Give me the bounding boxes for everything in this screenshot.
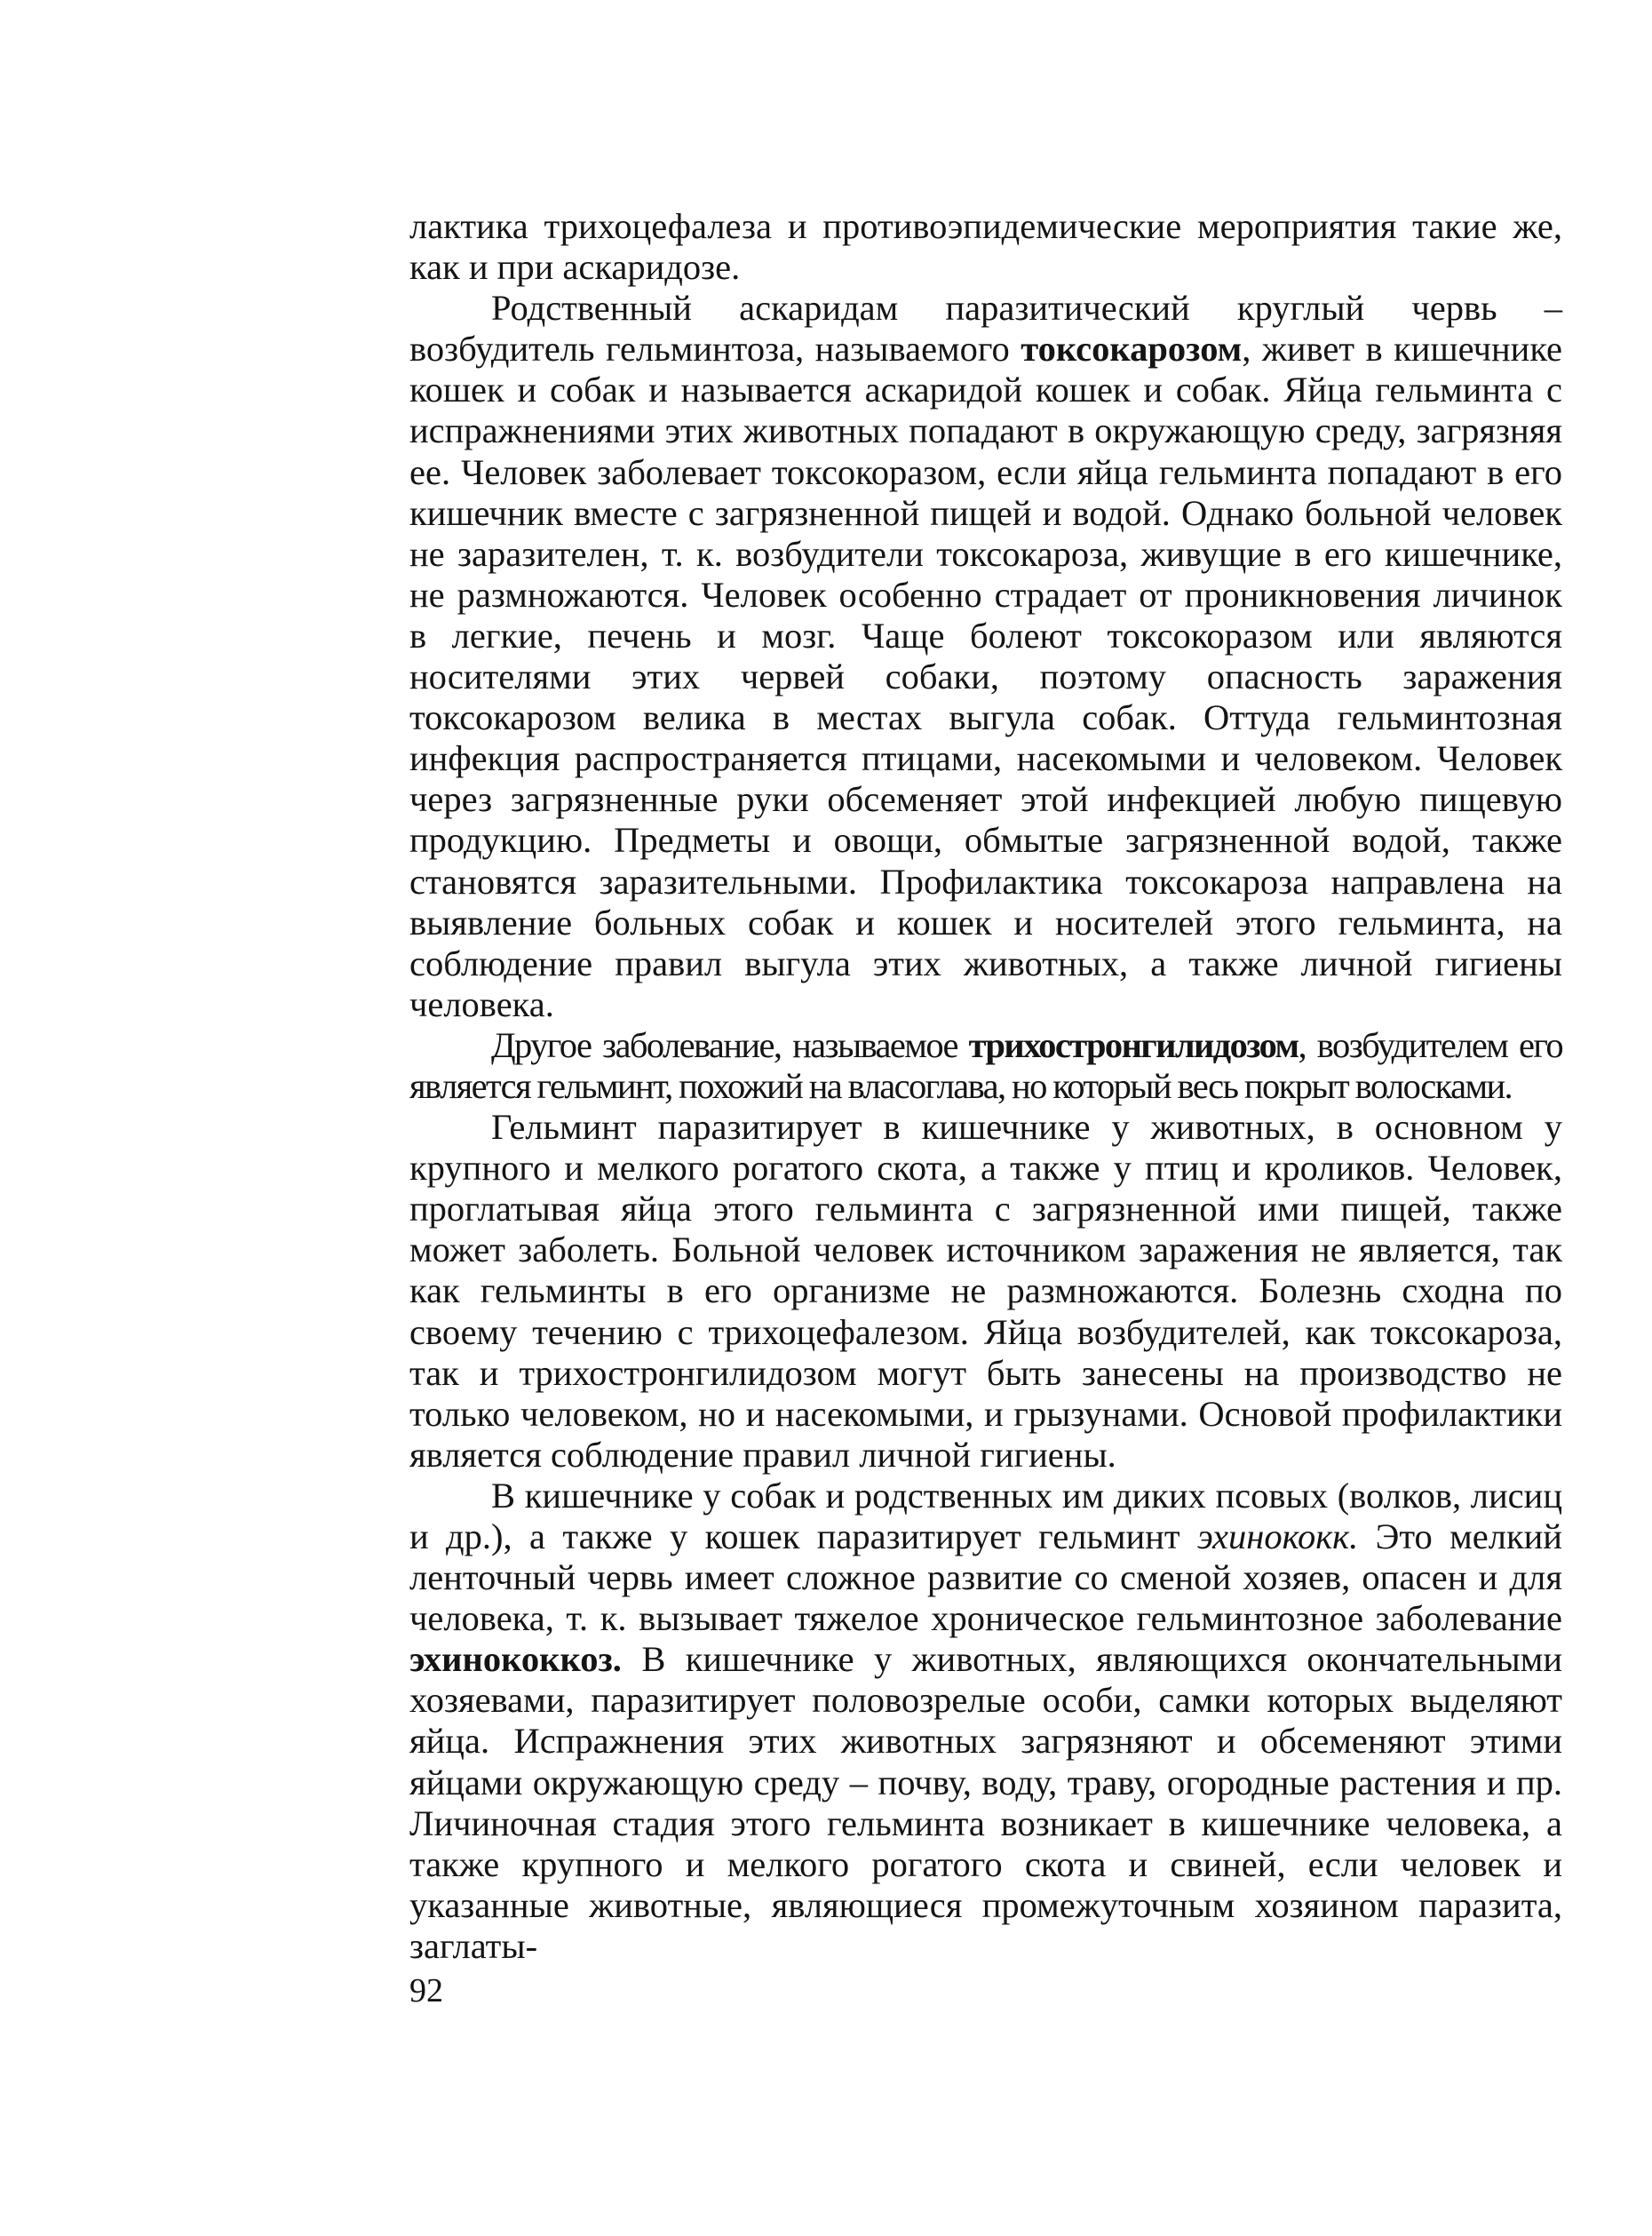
body-text xyxy=(409,206,1562,1967)
term-toxocariasis: токсокарозом xyxy=(1021,329,1243,370)
page-number: 92 xyxy=(409,1972,443,2009)
term-trichostrongyloidiasis: трихостронгилидозом xyxy=(968,1024,1299,1065)
term-echinococcus: эхинококк. xyxy=(1196,1516,1359,1556)
paragraph xyxy=(409,1476,1562,1967)
text-run: , живет в кишечнике кошек и собак и называется аскаридой кошек и собак. Яйца гельминта с испражнениями этих животных попадают в окружающую среду, загрязняя ее. Человек заболевает токсокоразом, если яйца гельминта попадают в его кишечник вместе с загрязненной пищей и водой. Однако больной человек не заразителен, т. к. возбудители токсокароза, живущие в его кишечнике, не размножаются. Человек особенно страдает от проникновения личинок в легкие, печень и мозг. Чаще болеют токсокоразом или являются носителями этих червей собаки, поэтому опасность заражения токсокарозом велика в местах выгула собак. Оттуда гельминтозная инфекция распространяется птицами, насекомыми и человеком. Человек через загрязненные руки обсеменяет этой инфекцией любую пищевую продукцию. Предметы и овощи, обмытые загрязненной водой, также становятся заразительными. Профилактика токсокароза направлена на выявление больных собак и кошек и носителей этого гельминта, на соблюдение правил выгула этих животных, а также личной гигиены человека. xyxy=(409,329,1562,1024)
paragraph xyxy=(409,1025,1562,1107)
paragraph xyxy=(409,206,1562,288)
text-run: Гельминт паразитирует в кишечнике у животных, в основном у крупного и мелкого рогатого скота, а также у птиц и кроликов. Человек, проглатывая яйца этого гельминта с загрязненной ими пищей, также может заболеть. Больной человек источником заражения не является, так как гельминты в его организме не размножаются. Болезнь сходна по своему течению с трихоцефалезом. Яйца возбудителей, как токсокароза, так и трихостронгилидозом могут быть занесены на производство не только человеком, но и насекомыми, и грызунами. Основой профилактики является соблюдение правил личной гигиены. xyxy=(409,1107,1562,1475)
paragraph xyxy=(409,288,1562,1025)
term-echinococcosis: эхинококкоз. xyxy=(409,1639,622,1680)
text-run: В кишечнике у собак и родственных им диких псовых (волков, лисиц и др.), а также у кошек паразитирует гельминт xyxy=(409,1475,1562,1556)
paragraph xyxy=(409,1107,1562,1476)
text-run: Другое заболевание, называемое xyxy=(491,1024,969,1065)
text-run: В кишечнике у животных, являющихся окончательными хозяевами, паразитирует половозрелые особи, самки которых выделяют яйца. Испражнения этих животных загрязняют и обсеменяют этими яйцами окружающую среду – почву, воду, траву, огородные растения и пр. Личиночная стадия этого гельминта возникает в кишечнике человека, а также крупного и мелкого рогатого скота и свиней, если человек и указанные животные, являющиеся промежуточным хозяином паразита, заглаты- xyxy=(409,1639,1562,1966)
text-run: лактика трихоцефалеза и противоэпидемические мероприятия такие же, как и при аскаридозе. xyxy=(409,206,1562,288)
text-run: Родственный аскаридам паразитический круглый червь – возбудитель гельминтоза, называемого xyxy=(409,288,1562,370)
text-run: Это мелкий ленточный червь имеет сложное развитие со сменой хозяев, опасен и для человека, т. к. вызывает тяжелое хроническое гельминтозное заболевание xyxy=(409,1516,1562,1639)
text-run: , возбудителем его является гельминт, похожий на власоглава, но который весь покрыт волосками. xyxy=(409,1024,1563,1106)
